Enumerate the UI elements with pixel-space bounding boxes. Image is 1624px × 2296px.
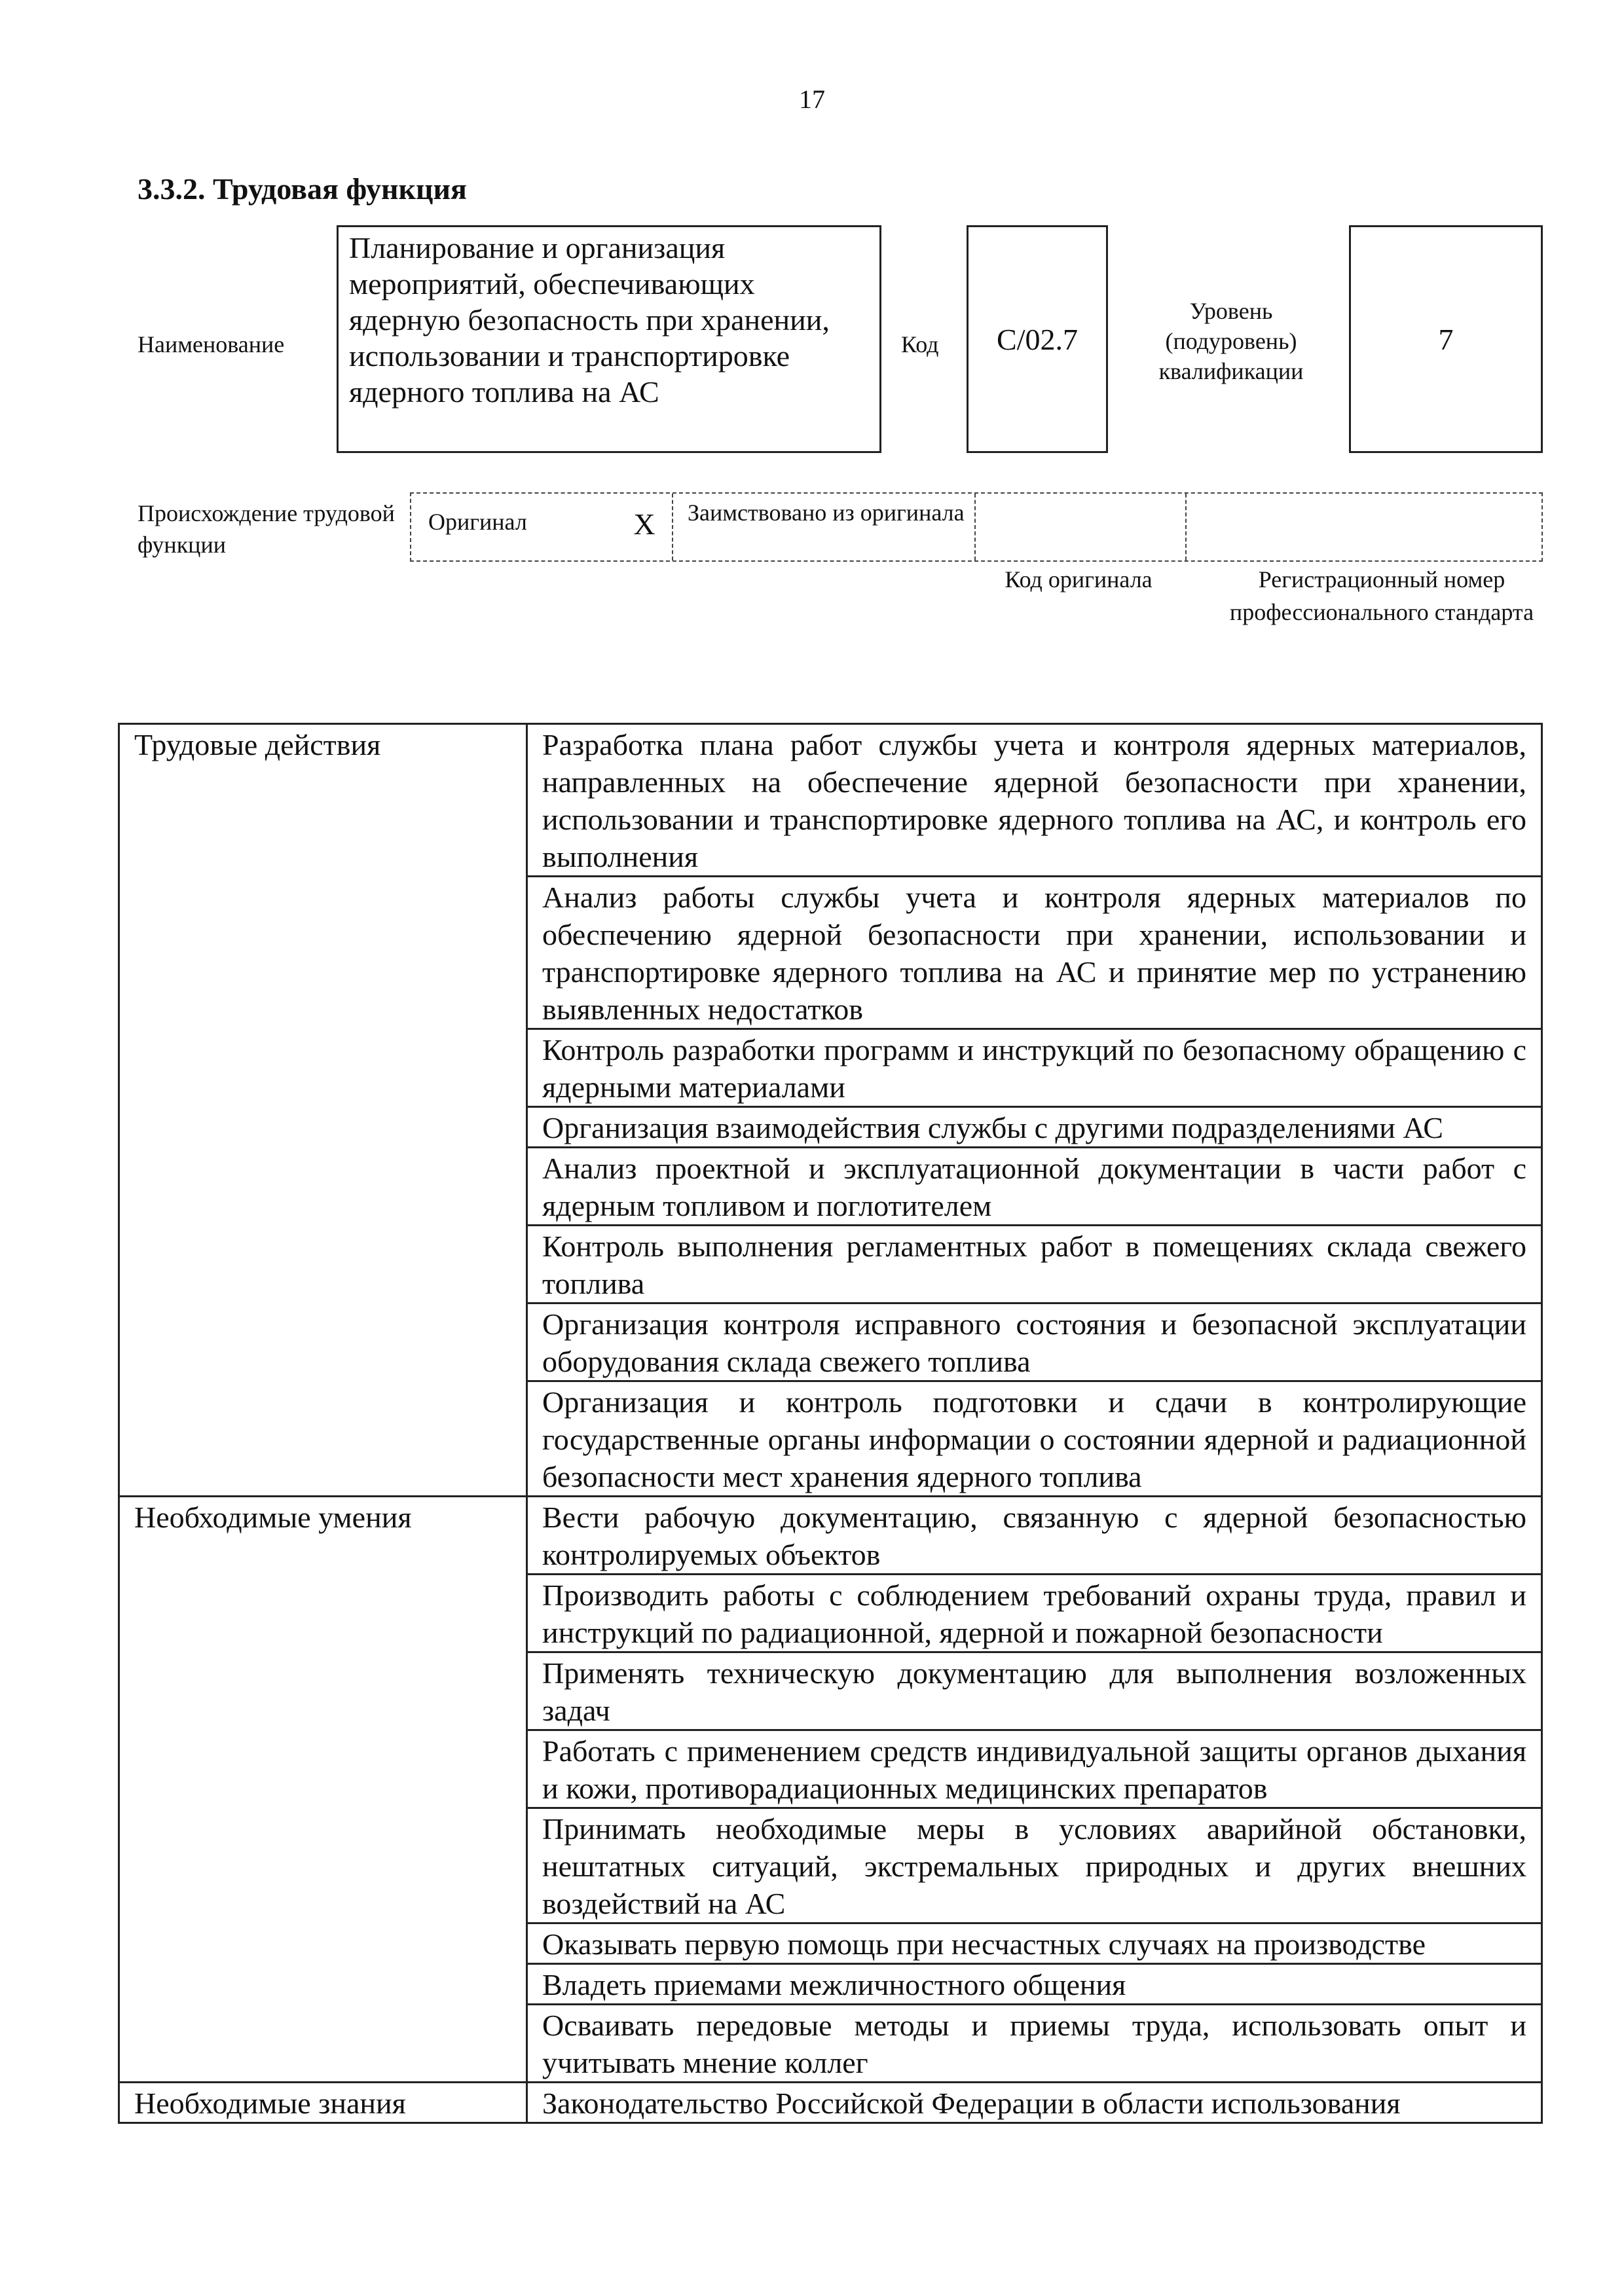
code-value: С/02.7 — [997, 322, 1078, 356]
level-label: Уровень (подуровень) квалификации — [1158, 298, 1304, 384]
description-cell: Вести рабочую документацию, связанную с ядерной безопасностью контролируемых объектов — [527, 1497, 1542, 1575]
origin-label: Происхождение трудовой функции — [138, 500, 395, 558]
description-cell: Осваивать передовые методы и приемы труда, использовать опыт и учитывать мнение коллег — [527, 2005, 1542, 2083]
description-cell: Применять техническую документацию для выполнения возложенных задач — [527, 1652, 1542, 1730]
description-cell: Анализ проектной и эксплуатационной документации в части работ с ядерным топливом и поглотителем — [527, 1148, 1542, 1226]
name-label: Наименование — [138, 331, 285, 357]
original-mark: X — [633, 507, 655, 541]
reg-number-cell — [1185, 494, 1544, 560]
description-cell: Владеть приемами межличностного общения — [527, 1964, 1542, 2005]
table-row — [119, 2083, 1542, 2123]
description-cell: Разработка плана работ службы учета и контроля ядерных материалов, направленных на обеспечение ядерной безопасности при хранении, использовании и транспортировке ядерного топлива на АС, и контроль его выполнения — [527, 724, 1542, 877]
level-value-box — [1349, 225, 1543, 453]
category-cell: Трудовые действия — [119, 724, 527, 1497]
code-value-box — [967, 225, 1108, 453]
description-cell: Законодательство Российской Федерации в области использования — [527, 2083, 1542, 2123]
original-label: Оригинал — [428, 509, 527, 535]
description-cell: Контроль разработки программ и инструкций по безопасному обращению с ядерными материалами — [527, 1029, 1542, 1107]
description-cell: Организация контроля исправного состояния и безопасной эксплуатации оборудования склада свежего топлива — [527, 1303, 1542, 1381]
borrowed-label: Заимствовано из оригинала — [672, 494, 974, 560]
description-cell: Организация взаимодействия службы с другими подразделениями АС — [527, 1107, 1542, 1148]
table-row — [119, 1497, 1542, 1575]
section-title: 3.3.2. Трудовая функция — [138, 172, 467, 206]
category-cell: Необходимые знания — [119, 2083, 527, 2123]
description-cell: Принимать необходимые меры в условиях аварийной обстановки, нештатных ситуаций, экстремальных природных и других внешних воздействий на АС — [527, 1808, 1542, 1923]
origin-row — [410, 492, 1543, 562]
description-cell: Оказывать первую помощь при несчастных случаях на производстве — [527, 1923, 1542, 1964]
competency-table — [118, 723, 1543, 2124]
level-value: 7 — [1438, 322, 1454, 356]
original-code-caption: Код оригинала — [1005, 566, 1153, 592]
description-cell: Организация и контроль подготовки и сдачи в контролирующие государственные органы информации о состоянии ядерной и радиационной безопасности мест хранения ядерного топлива — [527, 1381, 1542, 1497]
name-value-box: Планирование и организация мероприятий, обеспечивающих ядерную безопасность при хранении, использовании и транспортировке ядерного топлива на АС — [337, 225, 881, 453]
page-number: 17 — [799, 84, 825, 114]
table-row — [119, 724, 1542, 877]
description-cell: Работать с применением средств индивидуальной защиты органов дыхания и кожи, противорадиационных медицинских препаратов — [527, 1730, 1542, 1808]
original-code-cell — [974, 494, 1185, 560]
description-cell: Контроль выполнения регламентных работ в помещениях склада свежего топлива — [527, 1226, 1542, 1303]
category-cell: Необходимые умения — [119, 1497, 527, 2083]
description-cell: Производить работы с соблюдением требований охраны труда, правил и инструкций по радиационной, ядерной и пожарной безопасности — [527, 1575, 1542, 1652]
code-label: Код — [901, 331, 939, 357]
reg-number-caption: Регистрационный номер профессионального стандарта — [1229, 566, 1534, 625]
description-cell: Анализ работы службы учета и контроля ядерных материалов по обеспечению ядерной безопасности при хранении, использовании и транспортировке ядерного топлива на АС и принятие мер по устранению выявленных недостатков — [527, 877, 1542, 1029]
